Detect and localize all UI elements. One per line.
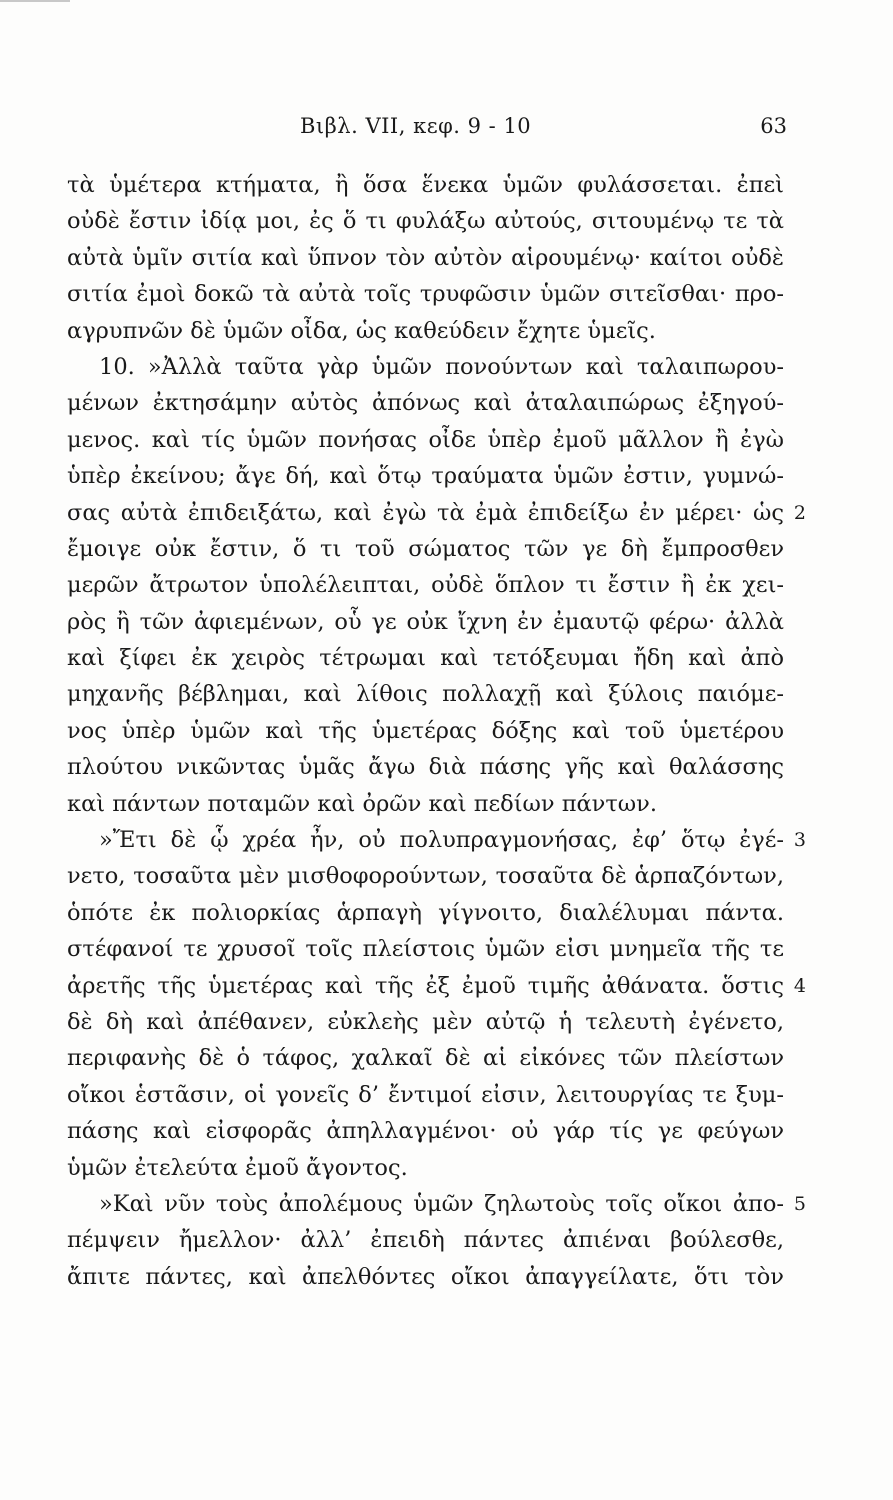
page-header — [0, 114, 893, 148]
greek-text-body — [67, 167, 806, 1295]
text-line-content: στέφανοί τε χρυσοῖ τοῖς πλείστοις ὑμῶν εἰσι μνημεῖα τῆς τε — [67, 936, 784, 963]
text-line — [67, 749, 784, 785]
text-line-content: νετο, τοσαῦτα μὲν μισθοφορούντων, τοσαῦτα δὲ ἁρπαζόντων, — [67, 863, 784, 890]
text-line-content: πέμψειν ἤμελλον· ἀλλ’ ἐπειδὴ πάντες ἀπιέναι βούλεσθε, — [67, 1227, 784, 1254]
text-line — [67, 1004, 784, 1040]
text-line — [67, 495, 806, 531]
text-line-content: »Καὶ νῦν τοὺς ἀπολέμους ὑμῶν ζηλωτοὺς τοῖς οἴκοι ἀπο- — [99, 1190, 784, 1217]
page-number: 63 — [760, 114, 787, 138]
text-line-content: αγρυπνῶν δὲ ὑμῶν οἶδα, ὡς καθεύδειν ἔχητε ὑμεῖς. — [67, 317, 656, 344]
text-line-content: μερῶν ἄτρωτον ὑπολέλειπται, οὐδὲ ὅπλον τι ἔστιν ἢ ἐκ χει- — [67, 572, 784, 599]
top-edge-rule — [0, 0, 70, 2]
text-line — [67, 676, 784, 712]
text-line — [67, 458, 784, 494]
text-line — [67, 713, 784, 749]
text-line-content: οἴκοι ἑστᾶσιν, οἱ γονεῖς δ’ ἔντιμοί εἰσιν, λειτουργίας τε ξυμ- — [67, 1081, 784, 1108]
text-line-content: πάσης καὶ εἰσφορᾶς ἀπηλλαγμένοι· οὐ γάρ τίς γε φεύγων — [67, 1118, 784, 1145]
text-line-content: πλούτου νικῶντας ὑμᾶς ἄγω διὰ πάσης γῆς καὶ θαλάσσης — [67, 754, 784, 781]
text-line — [67, 1150, 784, 1186]
text-line — [67, 1113, 784, 1149]
text-line — [67, 240, 784, 276]
text-line-content: ὁπότε ἐκ πολιορκίας ἁρπαγὴ γίγνοιτο, διαλέλυμαι πάντα. — [67, 899, 784, 926]
text-line — [67, 895, 784, 931]
text-line-content: ἔμοιγε οὐκ ἔστιν, ὅ τι τοῦ σώματος τῶν γε δὴ ἔμπροσθεν — [67, 535, 784, 562]
text-line — [67, 531, 784, 567]
text-line — [67, 385, 784, 421]
text-line — [67, 1186, 806, 1222]
running-head: Βιβλ. VII, κεφ. 9 - 10 — [300, 114, 532, 138]
text-line — [67, 1222, 784, 1258]
margin-section-number: 4 — [793, 974, 806, 997]
text-line — [67, 349, 784, 385]
text-line — [67, 931, 784, 967]
text-line — [67, 1259, 784, 1295]
text-line — [67, 167, 784, 203]
text-line — [67, 604, 784, 640]
text-line — [67, 968, 806, 1004]
text-line-content: ρὸς ἢ τῶν ἀφιεμένων, οὗ γε οὐκ ἴχνη ἐν ἐμαυτῷ φέρω· ἀλλὰ — [67, 608, 784, 635]
text-line-content: ὑπὲρ ἐκείνου; ἄγε δή, καὶ ὅτῳ τραύματα ὑμῶν ἐστιν, γυμνώ- — [67, 463, 784, 490]
margin-section-number: 2 — [793, 501, 806, 524]
text-line-content: ἄπιτε πάντες, καὶ ἀπελθόντες οἴκοι ἀπαγγείλατε, ὅτι τὸν — [67, 1263, 784, 1290]
text-line-content: ὑμῶν ἐτελεύτα ἐμοῦ ἄγοντος. — [67, 1154, 408, 1181]
text-line — [67, 1040, 784, 1076]
text-line-content: μενος. καὶ τίς ὑμῶν πονήσας οἶδε ὑπὲρ ἐμοῦ μᾶλλον ἢ ἐγὼ — [67, 426, 784, 453]
text-line-content: τὰ ὑμέτερα κτήματα, ἢ ὅσα ἕνεκα ὑμῶν φυλάσσεται. ἐπεὶ — [67, 172, 784, 198]
text-line — [67, 567, 784, 603]
text-line — [67, 1077, 784, 1113]
text-line-content: σιτία ἐμοὶ δοκῶ τὰ αὐτὰ τοῖς τρυφῶσιν ὑμῶν σιτεῖσθαι· προ- — [67, 281, 784, 308]
text-line-content: καὶ ξίφει ἐκ χειρὸς τέτρωμαι καὶ τετόξευμαι ἤδη καὶ ἀπὸ — [67, 645, 784, 672]
text-line — [67, 640, 784, 676]
text-line-content: δὲ δὴ καὶ ἀπέθανεν, εὐκλεὴς μὲν αὐτῷ ἡ τελευτὴ ἐγένετο, — [67, 1008, 784, 1035]
text-line-content: οὐδὲ ἔστιν ἰδίᾳ μοι, ἐς ὅ τι φυλάξω αὐτούς, σιτουμένῳ τε τὰ — [67, 208, 784, 235]
text-line-content: περιφανὴς δὲ ὁ τάφος, χαλκαῖ δὲ αἱ εἰκόνες τῶν πλείστων — [67, 1045, 784, 1072]
text-line — [67, 858, 784, 894]
text-line-content: αὐτὰ ὑμῖν σιτία καὶ ὕπνον τὸν αὐτὸν αἱρουμένῳ· καίτοι οὐδὲ — [67, 244, 784, 271]
text-line-content: »Ἔτι δὲ ᾧ χρέα ἦν, οὐ πολυπραγμονήσας, ἐφ’ ὅτῳ ἐγέ- — [99, 827, 784, 854]
text-line — [67, 822, 806, 858]
text-line-content: μηχανῆς βέβλημαι, καὶ λίθοις πολλαχῇ καὶ ξύλοις παιόμε- — [67, 681, 784, 708]
text-line — [67, 276, 784, 312]
margin-section-number: 5 — [793, 1192, 806, 1215]
text-line-content: σας αὐτὰ ἐπιδειξάτω, καὶ ἐγὼ τὰ ἐμὰ ἐπιδείξω ἐν μέρει· ὡς — [67, 499, 784, 526]
text-line-content: 10. »Ἀλλὰ ταῦτα γὰρ ὑμῶν πονούντων καὶ ταλαιπωρου- — [99, 353, 784, 380]
text-line-content: ἀρετῆς τῆς ὑμετέρας καὶ τῆς ἐξ ἐμοῦ τιμῆς ἀθάνατα. ὅστις — [67, 972, 784, 999]
text-line-content: καὶ πάντων ποταμῶν καὶ ὀρῶν καὶ πεδίων πάντων. — [67, 790, 657, 817]
text-line-content: μένων ἐκτησάμην αὐτὸς ἀπόνως καὶ ἀταλαιπώρως ἐξηγού- — [67, 390, 784, 417]
margin-section-number: 3 — [793, 829, 806, 852]
text-line — [67, 313, 784, 349]
text-line — [67, 786, 784, 822]
text-line — [67, 422, 784, 458]
text-line-content: νος ὑπὲρ ὑμῶν καὶ τῆς ὑμετέρας δόξης καὶ τοῦ ὑμετέρου — [67, 717, 784, 744]
text-line — [67, 203, 784, 239]
